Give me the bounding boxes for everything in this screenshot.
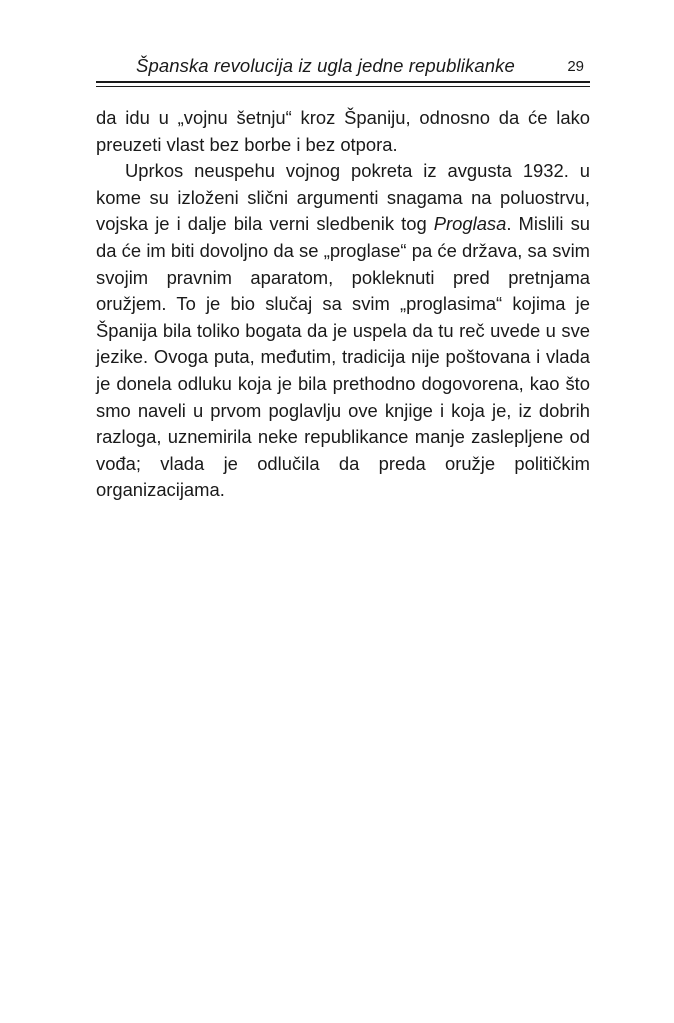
header-rule-thick: [96, 81, 590, 83]
paragraph-1: da idu u „vojnu šetnju“ kroz Španiju, odnosno da će lako preuzeti vlast bez borbe i bez otpora.: [96, 107, 590, 155]
paragraph-2-italic-term: Proglasa: [433, 213, 507, 235]
paragraph-2-part-1: Uprkos neuspehu vojnog pokreta iz avgusta 1932. u kome su izloženi slični argumenti snagama na poluostrvu, vojska je i dalje bila verni sledbenik tog: [96, 160, 590, 235]
running-title: Španska revolucija iz ugla jedne republikanke: [136, 55, 515, 76]
body-text: [96, 105, 590, 504]
running-head: [96, 53, 590, 79]
page-number: 29: [567, 58, 584, 75]
paragraph-2-part-2: . Mislili su da će im biti dovoljno da se „proglase“ pa će država, sa svim svojim pravnim aparatom, pokleknuti pred pretnjama oružjem. To je bio slučaj sa svim „proglasima“ kojima je Španija bila toliko bogata da je uspela da tu reč uvede u sve jezike. Ovoga puta, međutim, tradicija nije poštovana i vlada je donela odluku koja je bila prethodno dogovorena, kao što smo naveli u prvom poglavlju ove knjige i koja je, iz dobrih razloga, uznemirila neke republikance manje zaslepljene od vođa; vlada je odlučila da preda oružje političkim organizacijama.: [96, 213, 590, 501]
header-rule-thin: [96, 86, 590, 87]
paragraph-2: [96, 158, 590, 504]
